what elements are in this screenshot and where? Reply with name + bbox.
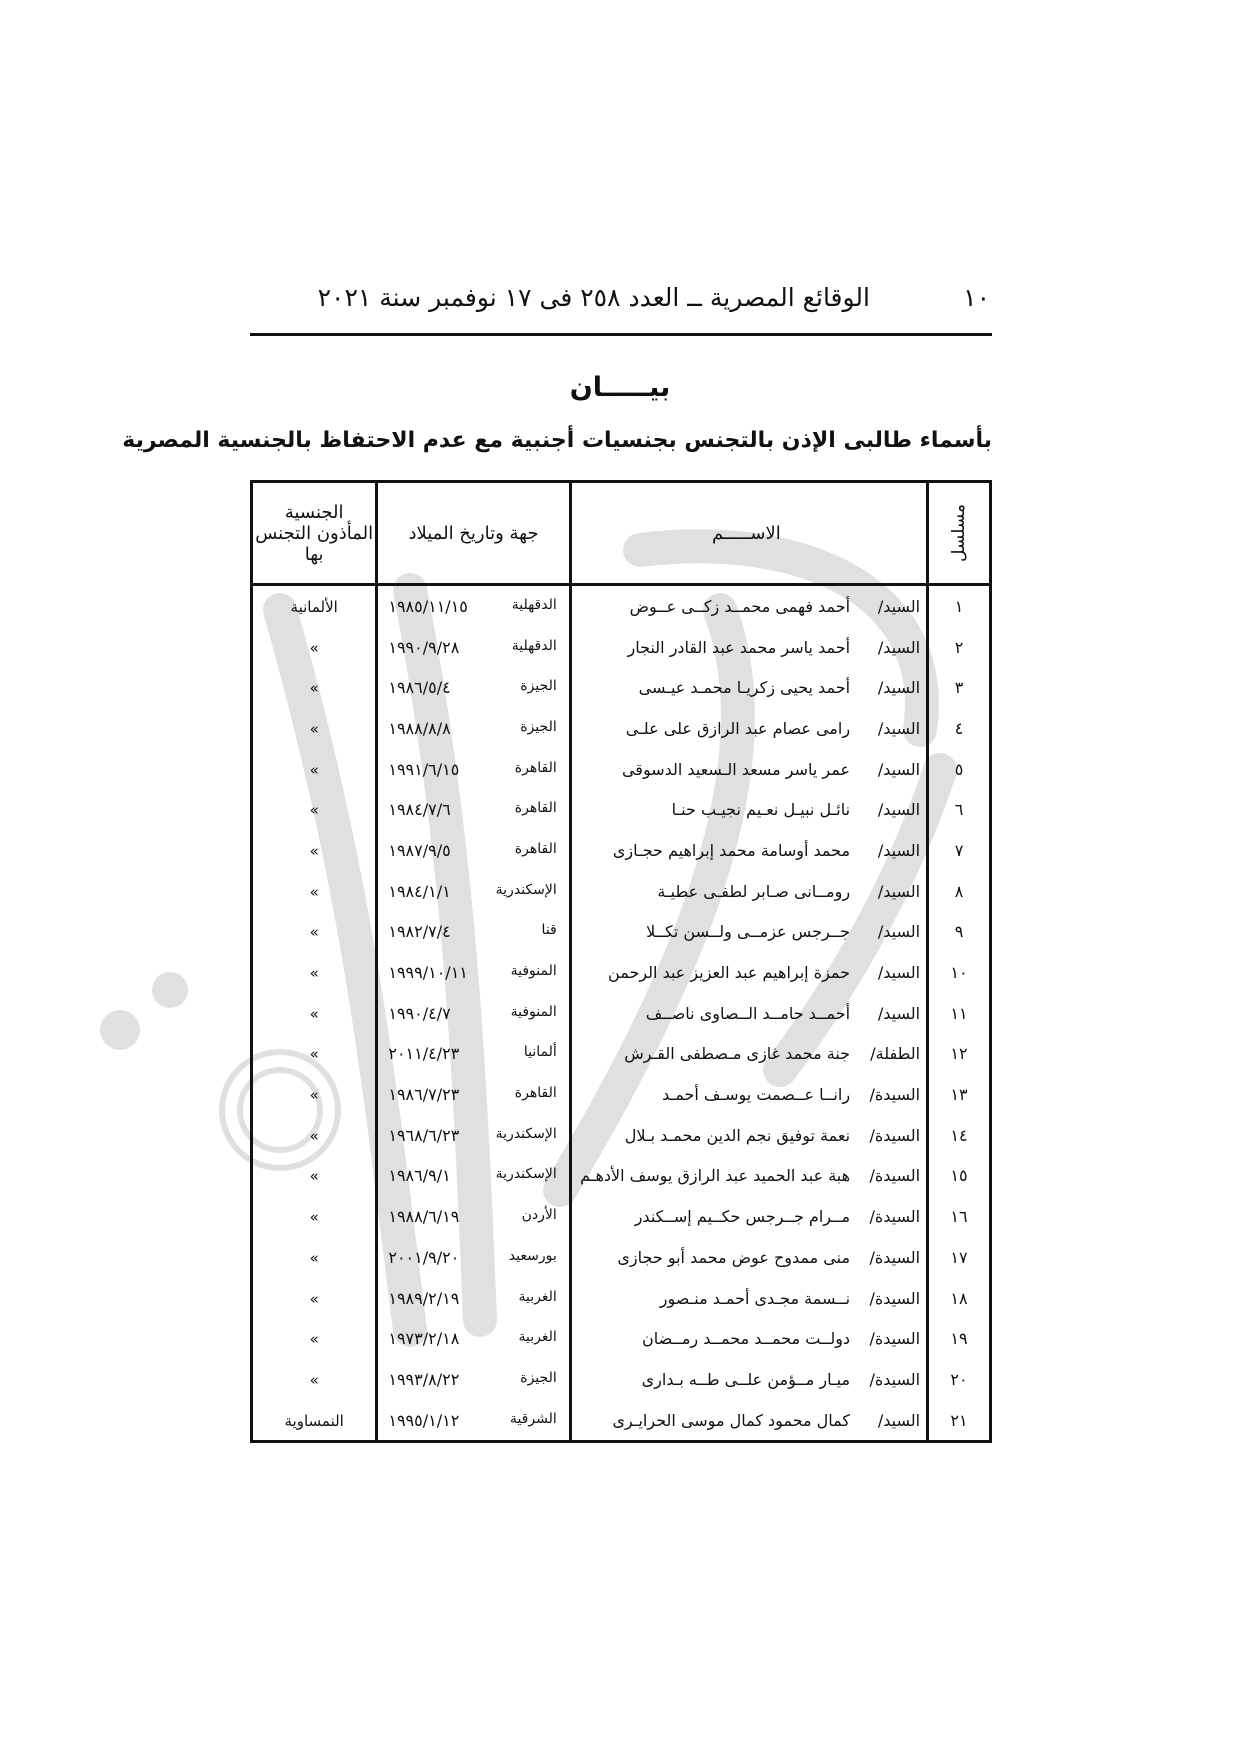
- row-name: [570, 749, 927, 790]
- table-row: [252, 912, 991, 953]
- row-birth-date: ١٩٩١/٦/١٥: [388, 759, 460, 779]
- page-number: ١٠: [963, 283, 990, 312]
- row-person-name: حمزة إبراهيم عبد العزيز عبد الرحمن: [608, 963, 851, 983]
- row-birth-place: المنوفية: [510, 963, 557, 980]
- row-birth-place: الدقهلية: [511, 596, 557, 613]
- row-nationality: »: [309, 638, 319, 657]
- row-birth-date: ١٩٨٤/١/١: [388, 881, 451, 901]
- row-title: السيدة/: [869, 1247, 921, 1267]
- row-name: [570, 1156, 927, 1197]
- row-person-name: أحمد يحيى زكريـا محمـد عيـسى: [638, 678, 851, 698]
- row-serial: ٦: [928, 789, 991, 830]
- row-birth-place: الجيزة: [520, 678, 557, 695]
- row-birth-date: ١٩٨٨/٨/٨: [388, 718, 451, 738]
- row-birth-place: الأردن: [521, 1207, 557, 1224]
- row-birth-place: القاهرة: [514, 800, 557, 817]
- table-row: [252, 1034, 991, 1075]
- row-birth: [377, 1237, 570, 1278]
- row-serial: ٥: [928, 749, 991, 790]
- table-row: [252, 993, 991, 1034]
- row-serial: ١٣: [928, 1074, 991, 1115]
- row-nationality: الألمانية: [290, 597, 338, 616]
- table-row: [252, 1400, 991, 1442]
- row-name: [570, 912, 927, 953]
- row-nationality: »: [309, 1045, 319, 1064]
- row-birth-date: ١٩٨٩/٢/١٩: [388, 1288, 460, 1308]
- row-title: السيد/: [877, 963, 921, 983]
- header-birth: جهة وتاريخ الميلاد: [377, 482, 570, 585]
- row-person-name: نــسمة مجـدى أحمـد منـصور: [659, 1288, 851, 1308]
- row-birth: [377, 667, 570, 708]
- row-birth-place: الشرقية: [509, 1410, 557, 1427]
- row-title: السيدة/: [869, 1125, 921, 1145]
- table-row: [252, 1318, 991, 1359]
- table-row: [252, 749, 991, 790]
- row-title: السيدة/: [869, 1288, 921, 1308]
- row-serial: ٢٠: [928, 1359, 991, 1400]
- row-name: [570, 993, 927, 1034]
- row-nationality: »: [309, 679, 319, 698]
- row-serial: ١: [928, 585, 991, 627]
- row-birth: [377, 749, 570, 790]
- row-title: السيد/: [877, 800, 921, 820]
- row-serial: ٨: [928, 871, 991, 912]
- row-name: [570, 952, 927, 993]
- row-title: الطفلة/: [870, 1044, 921, 1064]
- table-row: [252, 708, 991, 749]
- row-birth: [377, 1034, 570, 1075]
- row-serial: ١٩: [928, 1318, 991, 1359]
- table-header-row: [252, 482, 991, 585]
- row-name: [570, 708, 927, 749]
- header-name: الاســـــم: [570, 482, 927, 585]
- row-person-name: مــرام جــرجس حكــيم إســكندر: [634, 1207, 851, 1227]
- row-birth-date: ١٩٩٣/٨/٢٢: [388, 1369, 460, 1389]
- row-person-name: أحمد ياسر محمد عبد القادر النجار: [627, 637, 851, 657]
- row-title: السيد/: [877, 678, 921, 698]
- row-name: [570, 1115, 927, 1156]
- header-rule: [250, 333, 992, 336]
- row-serial: ٢١: [928, 1400, 991, 1442]
- row-title: السيدة/: [869, 1369, 921, 1389]
- table-row: [252, 871, 991, 912]
- row-birth-place: الدقهلية: [511, 637, 557, 654]
- row-name: [570, 1196, 927, 1237]
- row-birth: [377, 789, 570, 830]
- row-name: [570, 667, 927, 708]
- row-person-name: نعمة توفيق نجم الدين محمـد بـلال: [624, 1125, 851, 1145]
- row-nationality: »: [309, 719, 319, 738]
- row-birth-place: الإسكندرية: [495, 1125, 557, 1142]
- row-nationality: »: [309, 882, 319, 901]
- row-birth-place: الغربية: [518, 1288, 557, 1305]
- table-row: [252, 1115, 991, 1156]
- page-header: [250, 283, 990, 323]
- row-birth-date: ١٩٩٠/٩/٢٨: [388, 637, 460, 657]
- row-birth-place: الجيزة: [520, 718, 557, 735]
- row-name: [570, 627, 927, 668]
- row-serial: ١٦: [928, 1196, 991, 1237]
- row-birth-date: ١٩٩٩/١٠/١١: [388, 963, 468, 983]
- row-birth-date: ١٩٨٤/٧/٦: [388, 800, 451, 820]
- row-name: [570, 1318, 927, 1359]
- row-birth: [377, 1278, 570, 1319]
- row-person-name: رانــا عــصمت يوسـف أحمـد: [662, 1085, 851, 1105]
- row-birth-place: الغربية: [518, 1329, 557, 1346]
- row-nationality: »: [309, 1086, 319, 1105]
- running-title: الوقائع المصرية ــ العدد ٢٥٨ فى ١٧ نوفمبر سنة ٢٠٢١: [317, 283, 870, 312]
- row-person-name: كمال محمود كمال موسى الحرايـرى: [612, 1410, 851, 1430]
- row-person-name: منى ممدوح عوض محمد أبو حجازى: [617, 1247, 851, 1267]
- row-birth: [377, 912, 570, 953]
- row-title: السيدة/: [869, 1207, 921, 1227]
- row-person-name: دولــت محمــد محمــد رمــضان: [641, 1329, 851, 1349]
- table-row: [252, 1196, 991, 1237]
- applicants-table: [250, 480, 992, 1443]
- row-birth-date: ١٩٨٧/٩/٥: [388, 840, 451, 860]
- row-birth: [377, 1115, 570, 1156]
- row-person-name: عمر ياسر مسعد الـسعيد الدسوقى: [621, 759, 851, 779]
- document-subtitle: بأسماء طالبى الإذن بالتجنس بجنسيات أجنبية مع عدم الاحتفاظ بالجنسية المصرية: [122, 428, 992, 453]
- row-person-name: أحمــد حامــد الــصاوى ناصــف: [645, 1003, 851, 1023]
- row-birth-date: ٢٠٠١/٩/٢٠: [388, 1247, 460, 1267]
- row-title: السيد/: [877, 596, 921, 616]
- row-title: السيدة/: [869, 1166, 921, 1186]
- row-birth: [377, 708, 570, 749]
- row-birth: [377, 1359, 570, 1400]
- row-birth: [377, 1156, 570, 1197]
- row-serial: ١٧: [928, 1237, 991, 1278]
- row-nationality: »: [309, 801, 319, 820]
- table-row: [252, 1359, 991, 1400]
- row-person-name: نائـل نبيـل نعـيم نجيـب حنـا: [671, 800, 851, 820]
- table-row: [252, 1278, 991, 1319]
- row-person-name: هبة عبد الحميد عبد الرازق يوسف الأدهـم: [580, 1166, 851, 1186]
- row-person-name: ميـار مــؤمن علــى طــه بـدارى: [641, 1369, 851, 1389]
- row-person-name: رومــانى صـابر لطفـى عطيـة: [657, 881, 851, 901]
- row-birth-place: الإسكندرية: [495, 881, 557, 898]
- row-person-name: محمد أوسامة محمد إبراهيم حجـازى: [612, 840, 851, 860]
- row-birth: [377, 1318, 570, 1359]
- row-name: [570, 585, 927, 627]
- row-serial: ١٥: [928, 1156, 991, 1197]
- row-title: السيد/: [877, 1003, 921, 1023]
- row-serial: ١٤: [928, 1115, 991, 1156]
- row-name: [570, 1400, 927, 1442]
- row-birth-date: ٢٠١١/٤/٢٣: [388, 1044, 460, 1064]
- row-birth: [377, 1400, 570, 1442]
- row-birth-place: القاهرة: [514, 759, 557, 776]
- row-name: [570, 1359, 927, 1400]
- row-birth-place: القاهرة: [514, 840, 557, 857]
- row-title: السيدة/: [869, 1085, 921, 1105]
- row-name: [570, 1034, 927, 1075]
- row-birth-place: قنا: [541, 922, 557, 939]
- row-birth-date: ١٩٨٢/٧/٤: [388, 922, 451, 942]
- row-nationality: »: [309, 1370, 319, 1389]
- row-birth: [377, 871, 570, 912]
- row-nationality: »: [309, 1208, 319, 1227]
- row-birth-place: الإسكندرية: [495, 1166, 557, 1183]
- row-nationality: »: [309, 1289, 319, 1308]
- row-birth-date: ١٩٧٣/٢/١٨: [388, 1329, 460, 1349]
- row-serial: ٤: [928, 708, 991, 749]
- row-serial: ٣: [928, 667, 991, 708]
- row-title: السيد/: [877, 637, 921, 657]
- row-nationality: »: [309, 1167, 319, 1186]
- row-serial: ١١: [928, 993, 991, 1034]
- row-serial: ٧: [928, 830, 991, 871]
- row-title: السيد/: [877, 922, 921, 942]
- table-row: [252, 585, 991, 627]
- header-serial: مسلسل: [928, 482, 991, 585]
- table-row: [252, 1237, 991, 1278]
- header-nationality: الجنسية المأذون التجنس بها: [252, 482, 377, 585]
- table-row: [252, 952, 991, 993]
- row-serial: ١٢: [928, 1034, 991, 1075]
- row-title: السيد/: [877, 1410, 921, 1430]
- row-title: السيدة/: [869, 1329, 921, 1349]
- table-row: [252, 789, 991, 830]
- row-birth-place: المنوفية: [510, 1003, 557, 1020]
- row-birth-place: القاهرة: [514, 1085, 557, 1102]
- row-name: [570, 1074, 927, 1115]
- row-nationality: »: [309, 760, 319, 779]
- row-birth-date: ١٩٦٨/٦/٢٣: [388, 1125, 460, 1145]
- row-birth: [377, 952, 570, 993]
- row-nationality: »: [309, 1126, 319, 1145]
- table-row: [252, 830, 991, 871]
- row-nationality: »: [309, 923, 319, 942]
- table-row: [252, 1156, 991, 1197]
- row-name: [570, 830, 927, 871]
- table-row: [252, 627, 991, 668]
- row-birth-date: ١٩٨٦/٧/٢٣: [388, 1085, 460, 1105]
- row-birth: [377, 1074, 570, 1115]
- row-title: السيد/: [877, 881, 921, 901]
- row-nationality: »: [309, 1248, 319, 1267]
- row-name: [570, 789, 927, 830]
- row-nationality: »: [309, 841, 319, 860]
- row-name: [570, 1237, 927, 1278]
- row-birth-date: ١٩٩٥/١/١٢: [388, 1410, 460, 1430]
- row-birth-place: بورسعيد: [508, 1247, 557, 1264]
- row-nationality: »: [309, 1004, 319, 1023]
- row-birth-place: الجيزة: [520, 1369, 557, 1386]
- row-birth-date: ١٩٩٠/٤/٧: [388, 1003, 451, 1023]
- row-birth-date: ١٩٨٦/٥/٤: [388, 678, 451, 698]
- row-birth: [377, 627, 570, 668]
- row-nationality: النمساوية: [284, 1411, 344, 1430]
- row-birth: [377, 830, 570, 871]
- row-birth: [377, 1196, 570, 1237]
- row-title: السيد/: [877, 840, 921, 860]
- table-row: [252, 667, 991, 708]
- row-birth: [377, 993, 570, 1034]
- row-birth-place: ألمانيا: [523, 1044, 557, 1061]
- row-title: السيد/: [877, 718, 921, 738]
- row-nationality: »: [309, 1330, 319, 1349]
- row-serial: ٢: [928, 627, 991, 668]
- row-person-name: أحمد فهمى محمــد زكــى عــوض: [629, 596, 851, 616]
- row-serial: ١٨: [928, 1278, 991, 1319]
- row-nationality: »: [309, 964, 319, 983]
- document-title: بيـــــان: [569, 372, 671, 403]
- row-birth-date: ١٩٨٦/٩/١: [388, 1166, 451, 1186]
- row-name: [570, 871, 927, 912]
- row-serial: ١٠: [928, 952, 991, 993]
- row-person-name: جنة محمد غازى مـصطفى القـرش: [624, 1044, 851, 1064]
- table-row: [252, 1074, 991, 1115]
- row-serial: ٩: [928, 912, 991, 953]
- row-title: السيد/: [877, 759, 921, 779]
- row-name: [570, 1278, 927, 1319]
- row-person-name: رامى عصام عبد الرازق على علـى: [625, 718, 851, 738]
- row-birth: [377, 585, 570, 627]
- row-person-name: جــرجس عزمــى ولــسن تكــلا: [646, 922, 851, 942]
- row-birth-date: ١٩٨٨/٦/١٩: [388, 1207, 460, 1227]
- row-birth-date: ١٩٨٥/١١/١٥: [388, 596, 468, 616]
